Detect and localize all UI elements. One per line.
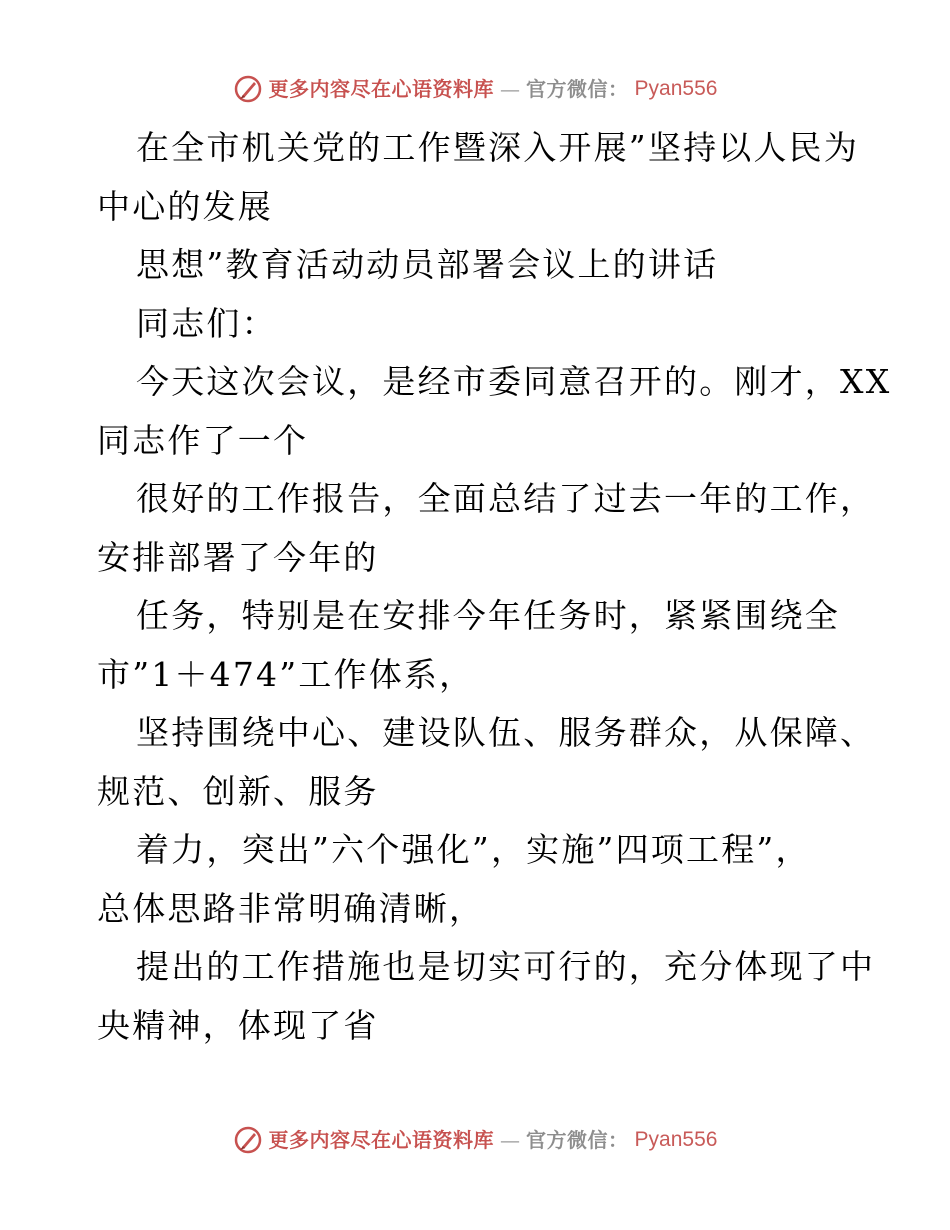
paragraph-line: 着力，突出”六个强化”，实施”四项工程”，	[136, 830, 811, 869]
paragraph-line: 安排部署了今年的	[97, 537, 379, 577]
watermark-separator: —	[500, 77, 521, 101]
document-body	[97, 119, 892, 1055]
watermark-label: 官方微信：	[526, 1128, 629, 1152]
paragraph-line: 总体思路非常明确清晰，	[97, 888, 485, 928]
title-line-1: 在全市机关党的工作暨深入开展”坚持以人民为	[136, 128, 860, 167]
paragraph-line: 规范、创新、服务	[97, 771, 379, 811]
header-watermark	[0, 74, 950, 104]
paragraph-line: 市”1＋474”工作体系，	[97, 654, 475, 694]
paragraph-line: 坚持围绕中心、建设队伍、服务群众，从保障、	[136, 713, 876, 752]
quill-pen-logo-icon	[233, 74, 263, 104]
watermark-wechat-id: Pyan556	[634, 1128, 718, 1151]
watermark-label: 官方微信：	[526, 77, 629, 101]
footer-watermark	[0, 1125, 950, 1155]
watermark-separator: —	[500, 1128, 521, 1152]
watermark-text: 更多内容尽在心语资料库	[268, 77, 495, 101]
watermark-text: 更多内容尽在心语资料库	[268, 1128, 495, 1152]
title-line-2: 中心的发展	[97, 186, 273, 226]
salutation: 同志们：	[136, 303, 277, 343]
watermark-wechat-id: Pyan556	[634, 77, 718, 100]
paragraph-line: 提出的工作措施也是切实可行的，充分体现了中	[136, 947, 876, 986]
paragraph-line: 同志作了一个	[97, 420, 309, 460]
quill-pen-logo-icon	[233, 1125, 263, 1155]
paragraph-line: 任务，特别是在安排今年任务时，紧紧围绕全	[136, 596, 840, 635]
paragraph-line: 央精神，体现了省	[97, 1005, 379, 1045]
paragraph-line: 今天这次会议，是经市委同意召开的。刚才，XX	[136, 362, 892, 401]
paragraph-line: 很好的工作报告，全面总结了过去一年的工作，	[136, 479, 876, 518]
title-line-3: 思想”教育活动动员部署会议上的讲话	[136, 245, 719, 284]
